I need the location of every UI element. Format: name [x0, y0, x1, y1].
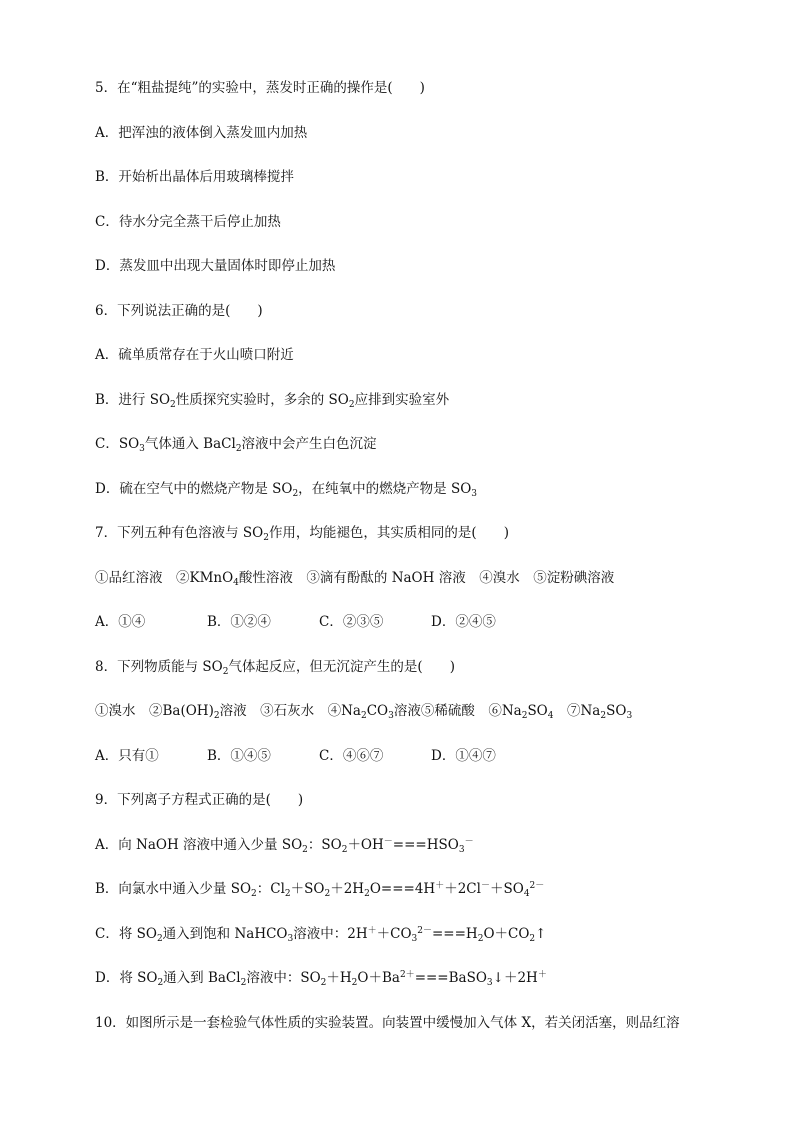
question-5-stem: 5．在“粗盐提纯”的实验中，蒸发时正确的操作是( ) — [95, 80, 425, 96]
question-8-option-d: D．①④⑦ — [431, 748, 496, 764]
question-8-option-b: B．①④⑤ — [207, 748, 271, 764]
question-7-options — [95, 613, 496, 631]
question-9-option-d: D．将 $SO_2$通入到 BaCl$_2$溶液中：$SO_2+H_2O+Ba^{2+}===BaSO_3↓+2H^+$ — [95, 970, 547, 988]
question-8-items: ①溴水 $②Ba(OH)_2$溶液 ③石灰水 $④Na_2CO_3$溶液⑤稀硫酸 $⑥Na_2SO_4$ $⑦Na_2SO_3$ — [95, 703, 633, 721]
question-5-option-d: D．蒸发皿中出现大量固体时即停止加热 — [95, 258, 336, 274]
question-6-option-a: A．硫单质常存在于火山喷口附近 — [95, 347, 294, 363]
question-8-stem: 8．下列物质能与 $SO_2$气体起反应，但无沉淀产生的是( ) — [95, 659, 455, 677]
question-7-stem: 7．下列五种有色溶液与 $SO_2$作用，均能褪色，其实质相同的是( ) — [95, 525, 509, 543]
question-6-option-d: D．硫在空气中的燃烧产物是 $SO_2$，在纯氧中的燃烧产物是 $SO_3$ — [95, 481, 478, 499]
question-7-option-a: A．①④ — [95, 614, 146, 630]
question-9-stem: 9．下列离子方程式正确的是( ) — [95, 792, 304, 808]
question-5-option-c: C．待水分完全蒸干后停止加热 — [95, 214, 281, 230]
question-9-option-c: C．将 $SO_2$通入到饱和 NaHCO$_3$溶液中：$2H^++CO_3^{2-}===H_2O+CO_2↑$ — [95, 926, 547, 944]
question-8-option-c: C．④⑥⑦ — [319, 748, 384, 764]
question-6-stem: 6．下列说法正确的是( ) — [95, 303, 263, 319]
question-7-option-c: C．②③⑤ — [319, 614, 384, 630]
question-9-option-b: B．向氯水中通入少量 $SO_2$：$Cl_2+SO_2+2H_2O===4H^++2Cl^-+SO_4^{2-}$ — [95, 881, 545, 899]
question-5-option-b: B．开始析出晶体后用玻璃棒搅拌 — [95, 169, 294, 185]
question-10-stem: 10．如图所示是一套检验气体性质的实验装置。向装置中缓慢加入气体 X，若关闭活塞，则品红溶 — [95, 1015, 680, 1031]
question-7-option-b: B．①②④ — [207, 614, 271, 630]
question-6-option-b: B．进行 $SO_2$性质探究实验时，多余的 $SO_2$应排到实验室外 — [95, 392, 450, 410]
question-8-option-a: A．只有① — [95, 748, 159, 764]
question-9-option-a: A．向 NaOH 溶液中通入少量 $SO_2$：$SO_2+OH^-===HSO_3^-$ — [95, 837, 474, 855]
question-5-option-a: A．把浑浊的液体倒入蒸发皿内加热 — [95, 125, 308, 141]
question-7-option-d: D．②④⑤ — [431, 614, 496, 630]
question-6-option-c: C．$SO_3$气体通入 BaCl$_2$溶液中会产生白色沉淀 — [95, 436, 377, 454]
question-8-options — [95, 747, 496, 765]
question-7-items: ①品红溶液 ②KMnO$_4$酸性溶液 ③滴有酚酞的 NaOH 溶液 ④溴水 ⑤淀粉碘溶液 — [95, 570, 615, 588]
